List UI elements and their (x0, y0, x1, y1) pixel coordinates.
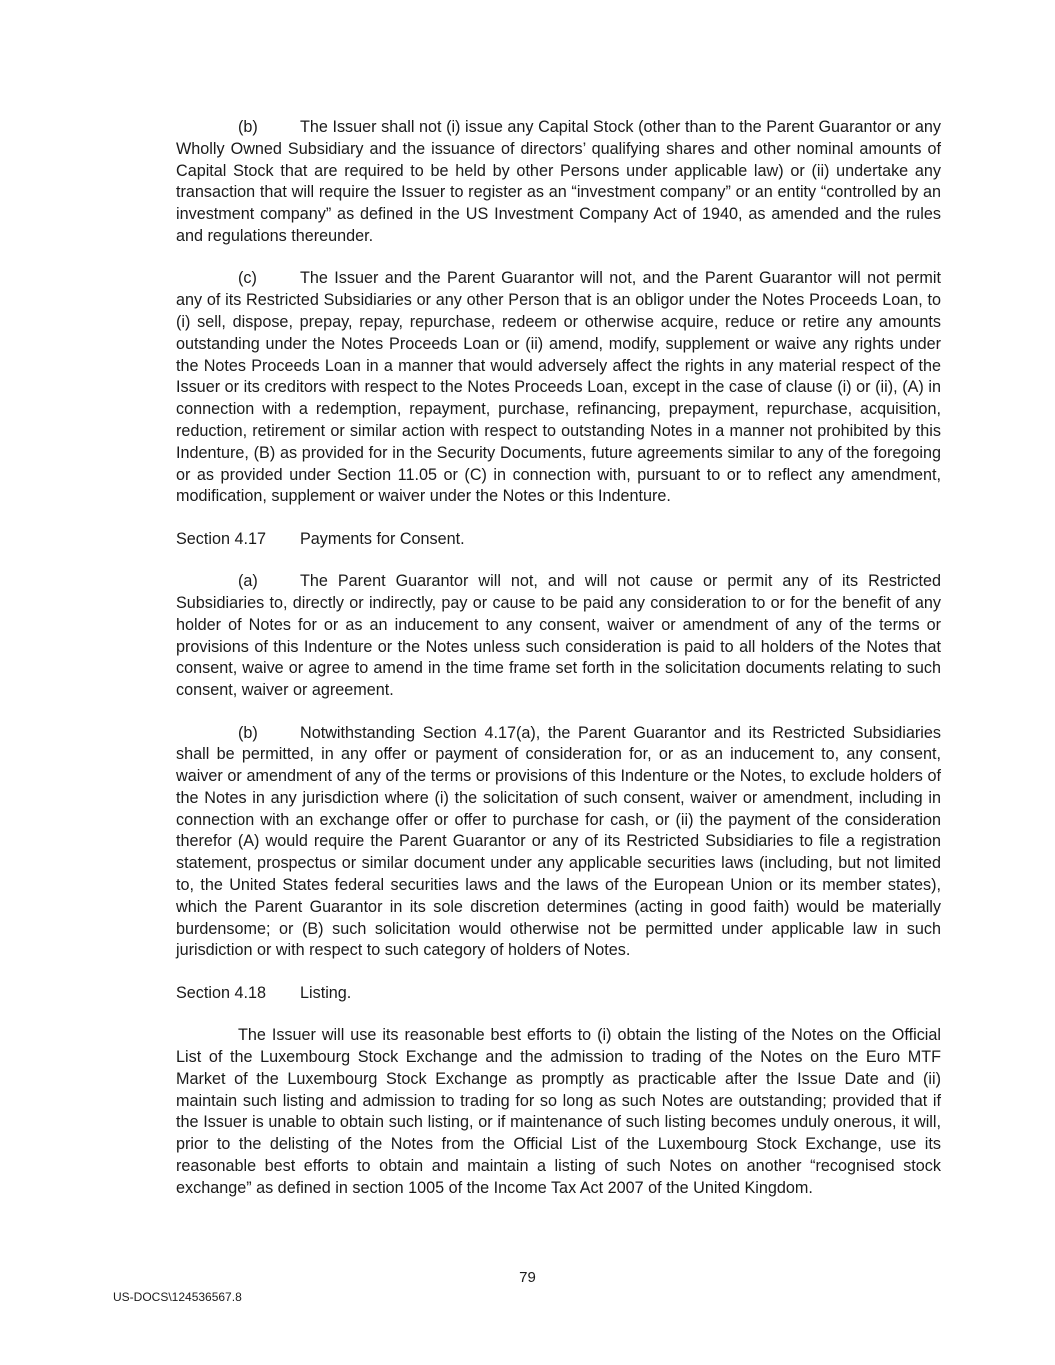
clause-4-17-a (176, 571, 941, 702)
clause-text: The Parent Guarantor will not, and will not cause or permit any of its Restricted Subsidiaries to, directly or indirectly, pay or cause to be paid any consideration to or for the benefit of any holder of Notes for or as an inducement to any consent, waiver or amendment of any of the terms or provisions of this Indenture or the Notes unless such consideration is paid to all holders of the Notes that consent, waive or agree to amend in the time frame set forth in the solicitation documents relating to such consent, waiver or agreement. (176, 572, 941, 700)
document-id: US-DOCS\124536567.8 (113, 1290, 242, 1304)
page-number: 79 (519, 1269, 536, 1286)
clause-text: The Issuer shall not (i) issue any Capital Stock (other than to the Parent Guarantor or any Wholly Owned Subsidiary and the issuance of directors’ qualifying shares and other nominal amounts of Capital Stock that are required to be held by other Persons under applicable law) or (ii) undertake any transaction that will require the Issuer to register as an “investment company” or an entity “controlled by an investment company” as defined in the US Investment Company Act of 1940, as amended and the rules and regulations thereunder. (176, 118, 941, 245)
clause-label: (c) (238, 269, 257, 288)
clause-text: The Issuer will use its reasonable best efforts to (i) obtain the listing of the Notes on the Official List of the Luxembourg Stock Exchange and the admission to trading of the Notes on the Euro MTF Market of the Luxembourg Stock Exchange as promptly as practicable after the Issue Date and (ii) maintain such listing and admission to trading for so long as such Notes are outstanding; provided that if the Issuer is unable to obtain such listing, or if maintenance of such listing becomes unduly onerous, it will, prior to the delisting of the Notes from the Official List of the Luxembourg Stock Exchange, use its reasonable best efforts to obtain and maintain a listing of such Notes on another “recognised stock exchange” as defined in section 1005 of the Income Tax Act 2007 of the United Kingdom. (176, 1026, 941, 1197)
clause-4-18 (176, 1025, 941, 1199)
document-body (176, 117, 941, 1220)
section-title: Listing. (300, 983, 352, 1002)
clause-4-16-c (176, 268, 941, 508)
clause-4-17-b (176, 723, 941, 963)
section-title: Payments for Consent. (300, 529, 465, 548)
clause-label: (b) (238, 118, 258, 136)
clause-label: (a) (238, 572, 258, 591)
section-4-18-heading (176, 983, 941, 1005)
clause-text: Notwithstanding Section 4.17(a), the Parent Guarantor and its Restricted Subsidiaries shall be permitted, in any offer or payment of consideration for, or as an inducement to, any consent, waiver or amendment of any of the terms or provisions of this Indenture or the Notes, to exclude holders of the Notes in any jurisdiction where (i) the solicitation of such consent, waiver or amendment, including in connection with an exchange offer or offer to purchase for cash, or (ii) the payment of the consideration therefor (A) would require the Parent Guarantor or any of its Restricted Subsidiaries to file a registration statement, prospectus or similar document under any applicable securities laws (including, but not limited to, the United States federal securities laws and the laws of the European Union or its member states), which the Parent Guarantor in its sole discretion determines (acting in good faith) would be materially burdensome; or (B) such solicitation would otherwise not be permitted under applicable law in such jurisdiction or with respect to such category of holders of Notes. (176, 723, 941, 960)
section-number: Section 4.18 (176, 983, 266, 1002)
clause-label: (b) (238, 723, 258, 742)
clause-4-16-b (176, 117, 941, 248)
section-number: Section 4.17 (176, 529, 266, 548)
section-4-17-heading (176, 529, 941, 551)
clause-text: The Issuer and the Parent Guarantor will not, and the Parent Guarantor will not permit any of its Restricted Subsidiaries or any other Person that is an obligor under the Notes Proceeds Loan, to (i) sell, dispose, prepay, repay, repurchase, redeem or otherwise acquire, reduce or retire any amounts outstanding under the Notes Proceeds Loan or (ii) amend, modify, supplement or waive any rights under the Notes Proceeds Loan in a manner that would adversely affect the rights in any material respect of the Issuer or its creditors with respect to the Notes Proceeds Loan, except in the case of clause (i) or (ii), (A) in connection with a redemption, repayment, purchase, refinancing, prepayment, repurchase, acquisition, reduction, retirement or similar action with respect to outstanding Notes in a manner not prohibited by this Indenture, (B) as provided for in the Security Documents, future agreements similar to any of the foregoing or as provided under Section 11.05 or (C) in connection with, pursuant to or to reflect any amendment, modification, supplement or waiver under the Notes or this Indenture. (176, 269, 941, 506)
